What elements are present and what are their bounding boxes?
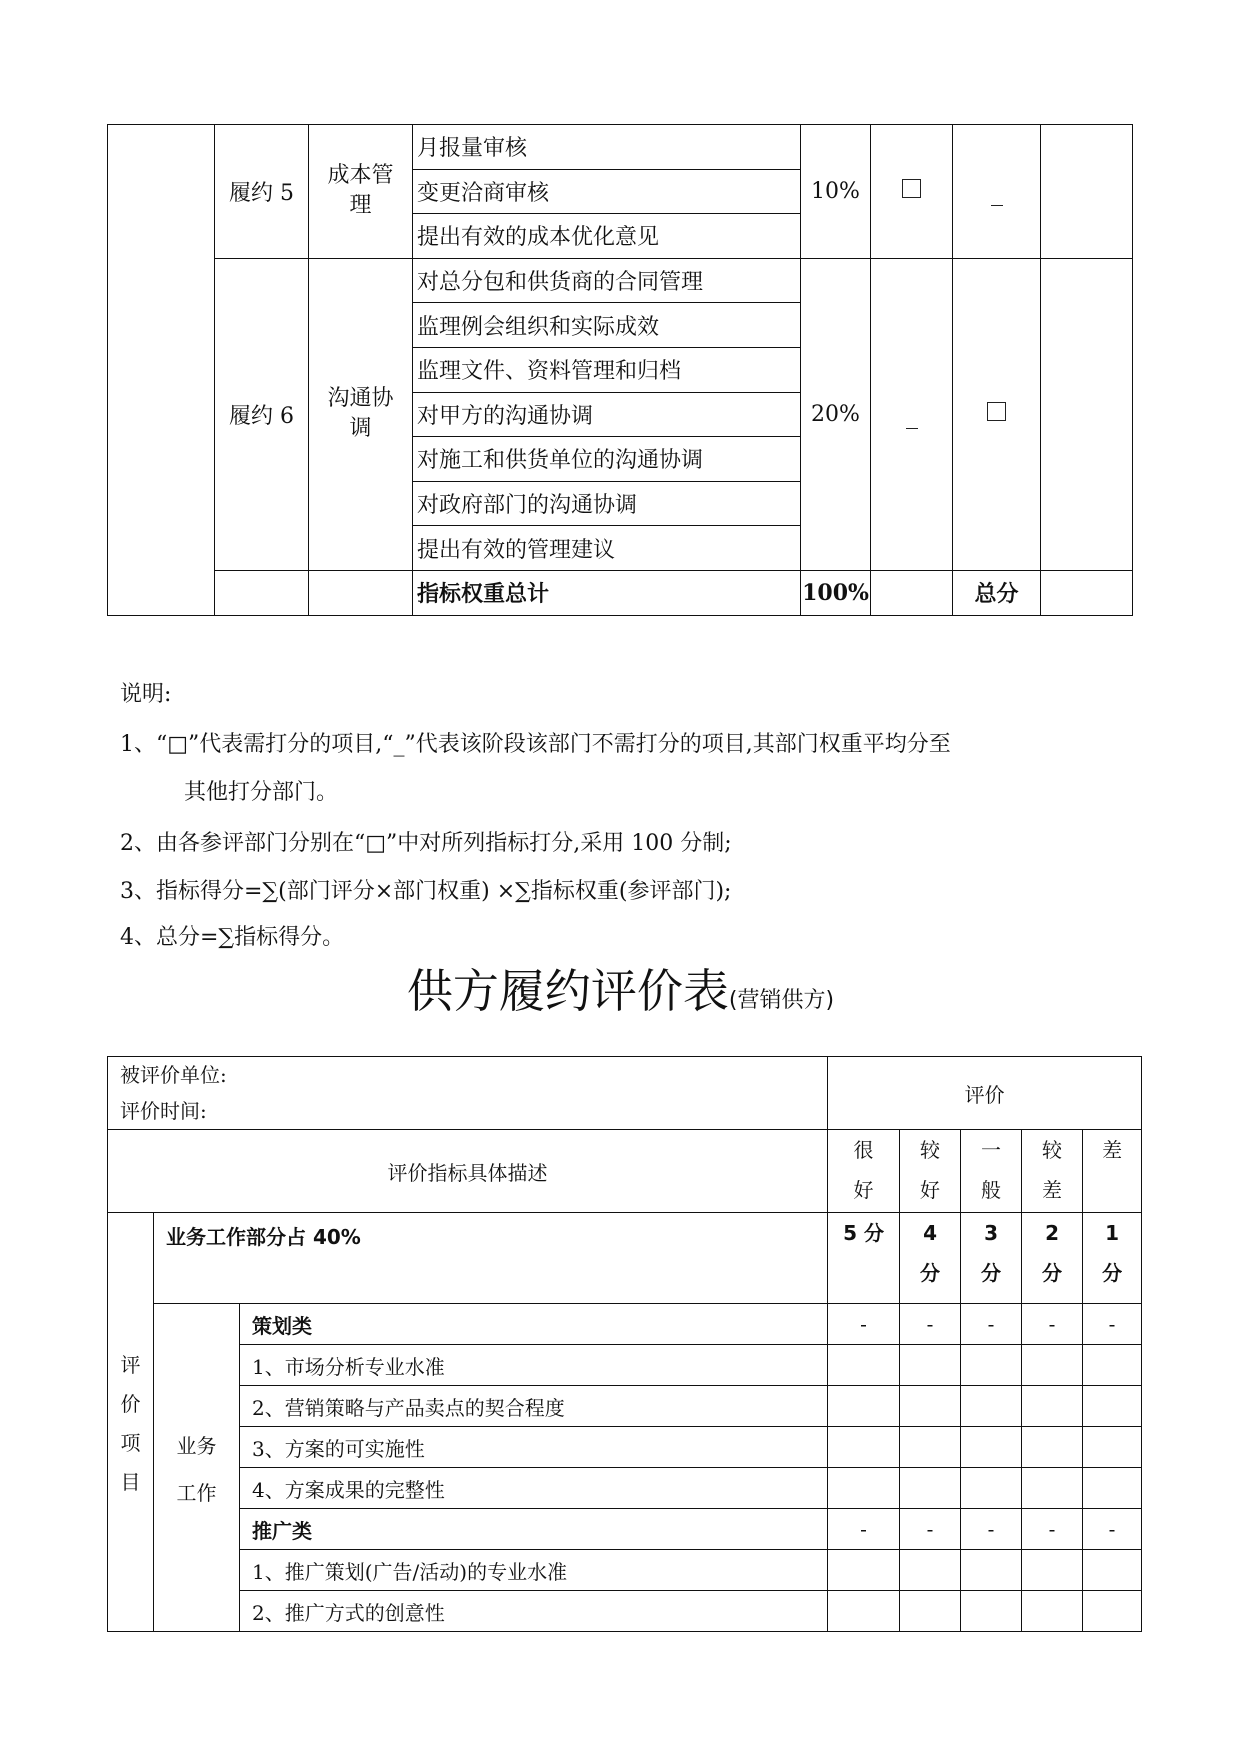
evaluation-item-row [108, 1386, 1142, 1427]
performance-category [309, 258, 413, 570]
index-item: 变更洽商审核 [413, 169, 801, 214]
section-row [108, 1213, 1142, 1304]
total-weight-label: 指标权重总计 [413, 570, 801, 615]
evaluation-item-row [108, 1550, 1142, 1591]
score-mark-cell [953, 125, 1041, 259]
rating-input-cell[interactable] [1083, 1345, 1142, 1386]
score-char: 分 [920, 1261, 941, 1285]
total-score-value[interactable] [1041, 570, 1133, 615]
rating-level-header [828, 1130, 900, 1213]
rating-input-cell[interactable] [1022, 1591, 1083, 1632]
index-item: 提出有效的管理建议 [413, 526, 801, 571]
score-char: 2 [1045, 1221, 1059, 1245]
rating-input-cell[interactable] [1022, 1468, 1083, 1509]
rating-char: 很 [853, 1138, 874, 1162]
rating-input-cell[interactable] [900, 1427, 961, 1468]
index-item: 对施工和供货单位的沟通协调 [413, 437, 801, 482]
rating-input-cell[interactable] [961, 1386, 1022, 1427]
score-value-header [1022, 1213, 1083, 1304]
evaluation-item-row [108, 1468, 1142, 1509]
score-value-header [900, 1213, 961, 1304]
rating-char: 好 [920, 1178, 941, 1202]
category-dash: - [828, 1304, 900, 1345]
group-label-line: 业务 [176, 1433, 217, 1458]
rating-input-cell[interactable] [1083, 1550, 1142, 1591]
evaluation-item-row [108, 1591, 1142, 1632]
score-value-label [900, 1213, 960, 1293]
rating-level-label [900, 1130, 960, 1210]
row-header-char: 价 [120, 1392, 141, 1416]
score-value-header [828, 1213, 900, 1304]
rating-level-header [900, 1130, 961, 1213]
score-box-icon [987, 402, 1006, 421]
rating-input-cell[interactable] [900, 1345, 961, 1386]
rating-input-cell[interactable] [900, 1591, 961, 1632]
evaluation-item: 3、方案的可实施性 [240, 1427, 828, 1468]
note-2: 2、由各参评部门分别在“□”中对所列指标打分,采用 100 分制; [120, 831, 732, 856]
category-dash: - [900, 1304, 961, 1345]
rating-input-cell[interactable] [828, 1550, 900, 1591]
row-header-char: 评 [120, 1353, 141, 1377]
evaluation-item: 2、推广方式的创意性 [240, 1591, 828, 1632]
score-mark-cell [871, 258, 953, 570]
score-char: 4 [923, 1221, 937, 1245]
rating-input-cell[interactable] [1083, 1427, 1142, 1468]
rating-input-cell[interactable] [900, 1386, 961, 1427]
evaluation-time-label: 评价时间: [120, 1099, 207, 1123]
performance-code: 履约 5 [215, 125, 309, 259]
index-weight: 20% [801, 258, 871, 570]
notes-heading: 说明: [120, 682, 172, 707]
evaluation-item-row [108, 1427, 1142, 1468]
blank-cell [1041, 125, 1133, 259]
rating-char: 好 [853, 1178, 874, 1202]
rating-input-cell[interactable] [1083, 1468, 1142, 1509]
score-char: 1 [1105, 1221, 1120, 1245]
score-value-label [1022, 1213, 1082, 1293]
rating-input-cell[interactable] [900, 1468, 961, 1509]
evaluation-item: 4、方案成果的完整性 [240, 1468, 828, 1509]
total-row [108, 570, 1133, 615]
score-value-header [961, 1213, 1022, 1304]
index-item: 对甲方的沟通协调 [413, 392, 801, 437]
index-weight: 10% [801, 125, 871, 259]
rating-input-cell[interactable] [828, 1345, 900, 1386]
blank-cell [1041, 258, 1133, 570]
score-value-label [1083, 1213, 1141, 1293]
rating-char: 差 [1042, 1178, 1063, 1202]
evaluation-item: 1、市场分析专业水准 [240, 1345, 828, 1386]
category-line: 理 [349, 193, 372, 219]
score-value-label [961, 1213, 1021, 1293]
not-scored-dash-icon [991, 205, 1003, 206]
rating-input-cell[interactable] [900, 1550, 961, 1591]
rating-input-cell[interactable] [1022, 1427, 1083, 1468]
group-label-text [154, 1430, 239, 1506]
description-header: 评价指标具体描述 [108, 1130, 828, 1213]
rating-input-cell[interactable] [961, 1345, 1022, 1386]
category-name: 策划类 [240, 1304, 828, 1345]
rating-char: 差 [1102, 1138, 1123, 1162]
rating-input-cell[interactable] [1022, 1345, 1083, 1386]
rating-char: 般 [981, 1178, 1002, 1202]
blank-cell [871, 570, 953, 615]
category-dash: - [1022, 1304, 1083, 1345]
rating-input-cell[interactable] [1083, 1591, 1142, 1632]
category-line: 调 [349, 416, 372, 442]
score-value-header [1083, 1213, 1142, 1304]
performance-category [309, 125, 413, 259]
rating-char: 较 [920, 1138, 941, 1162]
title-sub: (营销供方) [728, 988, 835, 1013]
group-label [154, 1304, 240, 1632]
category-dash: - [1083, 1304, 1142, 1345]
index-item: 月报量审核 [413, 125, 801, 170]
evaluated-unit-cell [108, 1057, 828, 1130]
category-line: 沟通协 [327, 386, 394, 412]
score-char: 3 [984, 1221, 998, 1245]
index-item: 监理例会组织和实际成效 [413, 303, 801, 348]
table-row [108, 125, 1133, 170]
index-item: 对总分包和供货商的合同管理 [413, 258, 801, 303]
row-header-char: 目 [120, 1470, 141, 1494]
rating-level-label [961, 1130, 1021, 1210]
rating-input-cell[interactable] [828, 1427, 900, 1468]
rating-input-cell[interactable] [828, 1591, 900, 1632]
note-3: 3、指标得分=∑(部门评分×部门权重) ×∑指标权重(参评部门); [120, 879, 732, 904]
rating-level-header [961, 1130, 1022, 1213]
note-4: 4、总分=∑指标得分。 [120, 925, 345, 950]
rating-input-cell[interactable] [828, 1386, 900, 1427]
rating-level-label [1083, 1130, 1141, 1170]
category-line: 成本管 [327, 163, 394, 189]
performance-index-table [107, 124, 1133, 616]
section-label: 业务工作部分占 40% [154, 1213, 828, 1304]
score-char: 分 [981, 1261, 1002, 1285]
category-dash: - [961, 1304, 1022, 1345]
score-box-icon [902, 179, 921, 198]
rating-char: 较 [1042, 1138, 1063, 1162]
category-row [108, 1304, 1142, 1345]
rating-input-cell[interactable] [1083, 1386, 1142, 1427]
note-1-continued: 其他打分部门。 [184, 780, 339, 805]
blank-cell [309, 570, 413, 615]
score-value-label [828, 1213, 899, 1253]
table-row [108, 258, 1133, 303]
not-scored-dash-icon [906, 428, 918, 429]
row-header-vertical [108, 1213, 154, 1632]
rating-level-label [1022, 1130, 1082, 1210]
note-1: 1、“□”代表需打分的项目,“_”代表该阶段该部门不需打分的项目,其部门权重平均分至 [120, 732, 951, 757]
blank-cell [215, 570, 309, 615]
rating-header-row [108, 1130, 1142, 1213]
category-name: 推广类 [240, 1509, 828, 1550]
group-label-line: 工作 [176, 1480, 217, 1505]
category-dash: - [1083, 1509, 1142, 1550]
rating-input-cell[interactable] [828, 1468, 900, 1509]
index-item: 提出有效的成本优化意见 [413, 214, 801, 259]
category-dash: - [900, 1509, 961, 1550]
total-score-label: 总分 [953, 570, 1041, 615]
row-header-text [108, 1349, 153, 1495]
index-item: 监理文件、资料管理和归档 [413, 347, 801, 392]
evaluation-header: 评价 [828, 1057, 1142, 1130]
evaluated-unit-label: 被评价单位: [120, 1063, 227, 1087]
blank-left-cell [108, 125, 215, 616]
rating-level-header [1083, 1130, 1142, 1213]
score-mark-cell [953, 258, 1041, 570]
score-char: 5 分 [843, 1221, 884, 1245]
category-dash: - [1022, 1509, 1083, 1550]
category-row [108, 1509, 1142, 1550]
evaluation-item-row [108, 1345, 1142, 1386]
rating-input-cell[interactable] [1022, 1386, 1083, 1427]
evaluation-item: 1、推广策划(广告/活动)的专业水准 [240, 1550, 828, 1591]
row-header-char: 项 [120, 1431, 141, 1455]
rating-input-cell[interactable] [1022, 1550, 1083, 1591]
evaluation-item: 2、营销策略与产品卖点的契合程度 [240, 1386, 828, 1427]
header-row [108, 1057, 1142, 1130]
score-char: 分 [1102, 1261, 1123, 1285]
title-main: 供方履约评价表 [406, 964, 729, 1018]
score-mark-cell [871, 125, 953, 259]
category-dash: - [828, 1509, 900, 1550]
score-char: 分 [1042, 1261, 1063, 1285]
rating-input-cell[interactable] [961, 1591, 1022, 1632]
document-title [0, 955, 1241, 1021]
rating-level-header [1022, 1130, 1083, 1213]
total-weight-value: 100% [801, 570, 871, 615]
rating-input-cell[interactable] [961, 1427, 1022, 1468]
rating-char: 一 [981, 1138, 1002, 1162]
performance-code: 履约 6 [215, 258, 309, 570]
supplier-evaluation-table [107, 1056, 1142, 1632]
rating-level-label [828, 1130, 899, 1210]
rating-input-cell[interactable] [961, 1550, 1022, 1591]
rating-input-cell[interactable] [961, 1468, 1022, 1509]
index-item: 对政府部门的沟通协调 [413, 481, 801, 526]
category-dash: - [961, 1509, 1022, 1550]
